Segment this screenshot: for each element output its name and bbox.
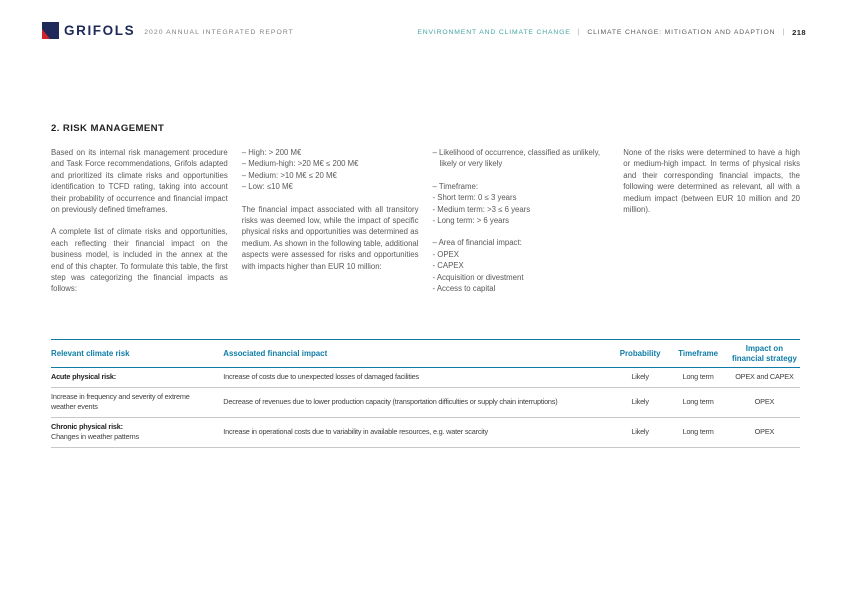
list-title: – Area of financial impact: xyxy=(432,238,522,248)
paragraph: None of the risks were determined to have a high or medium-high impact. In terms of physical risks and their corresponding financial impacts, the following were determined as relevant, all with a medium impact (between EUR 10 million and 20 million). xyxy=(623,148,800,215)
breadcrumb-section: ENVIRONMENT AND CLIMATE CHANGE xyxy=(417,29,571,36)
breadcrumb xyxy=(417,28,806,37)
text-column-2 xyxy=(242,147,419,295)
cell-timeframe: Long term xyxy=(667,417,728,447)
text-column-3 xyxy=(433,147,610,295)
table-row xyxy=(51,368,800,388)
table-header-row xyxy=(51,340,800,368)
text-column-4 xyxy=(623,147,800,295)
section-title: 2. RISK MANAGEMENT xyxy=(51,123,165,134)
cell-climate-risk xyxy=(51,368,223,388)
cell-strategy: OPEX and CAPEX xyxy=(729,368,800,388)
timeframe-list xyxy=(433,181,610,227)
table-row xyxy=(51,417,800,447)
paragraph: – Likelihood of occurrence, classified as unlikely, likely or very likely xyxy=(432,148,601,169)
cell-probability: Likely xyxy=(613,387,668,417)
cell-probability: Likely xyxy=(613,417,668,447)
paragraph: Based on its internal risk management procedure and Task Force recommendations, Grifols adapted and prioritized its climate risks and opportunities identification to TCFD rating, taking into account their probability of occurrence and financial impact on previously defined timeframes. xyxy=(51,148,228,215)
climate-risk-table xyxy=(51,339,800,448)
cell-financial-impact: Increase in operational costs due to variability in available resources, e.g. water scarcity xyxy=(223,417,612,447)
list-item: – Medium-high: >20 M€ ≤ 200 M€ xyxy=(241,159,359,169)
table-header-timeframe: Timeframe xyxy=(667,340,728,368)
cell-financial-impact: Increase of costs due to unexpected losses of damaged facilities xyxy=(223,368,612,388)
list-item: – Low: ≤10 M€ xyxy=(241,182,293,192)
grifols-logo-icon xyxy=(42,22,59,39)
list-item: - Medium term: >3 ≤ 6 years xyxy=(432,204,531,214)
logo-wordmark: GRIFOLS xyxy=(64,23,136,38)
risk-description: Changes in weather patterns xyxy=(51,432,139,441)
page-number: 218 xyxy=(792,28,806,37)
table-header-associated-financial-impact: Associated financial impact xyxy=(223,340,612,368)
list-item: - CAPEX xyxy=(432,261,464,271)
risk-category-label: Chronic physical risk: xyxy=(51,421,123,431)
paragraph: The financial impact associated with all transitory risks was deemed low, while the impact of specific physical risks and opportunities was determined as medium. As shown in the following table, additional aspects were assessed for risks and opportunities with impacts higher than EUR 10 million: xyxy=(241,204,419,271)
breadcrumb-chapter: CLIMATE CHANGE: MITIGATION AND ADAPTION xyxy=(587,29,776,36)
cell-strategy: OPEX xyxy=(729,387,800,417)
body-columns xyxy=(51,147,800,295)
list-item: - Short term: 0 ≤ 3 years xyxy=(432,193,517,203)
table-row xyxy=(51,387,800,417)
financial-impact-area-list xyxy=(433,237,610,294)
list-item: – High: > 200 M€ xyxy=(241,148,302,157)
list-item: - Access to capital xyxy=(432,284,496,294)
breadcrumb-separator: | xyxy=(782,29,786,36)
cell-financial-impact: Decrease of revenues due to lower production capacity (transportation difficulties or supply chain interruptions) xyxy=(223,387,612,417)
table-header-impact-on-financial-strategy: Impact on financial strategy xyxy=(729,340,800,368)
risk-table-grid xyxy=(51,339,800,448)
text-column-1 xyxy=(51,147,228,295)
list-item: – Medium: >10 M€ ≤ 20 M€ xyxy=(241,170,337,180)
risk-description: Increase in frequency and severity of extreme weather events xyxy=(51,391,190,411)
table-header-relevant-climate-risk: Relevant climate risk xyxy=(51,340,223,368)
list-title: – Timeframe: xyxy=(432,181,478,191)
cell-climate-risk xyxy=(51,387,223,417)
report-title: 2020 ANNUAL INTEGRATED REPORT xyxy=(144,29,294,36)
impact-threshold-list xyxy=(242,147,419,193)
cell-climate-risk xyxy=(51,417,223,447)
list-item: - Acquisition or divestment xyxy=(432,272,524,282)
list-item: - OPEX xyxy=(432,249,459,259)
table-header-probability: Probability xyxy=(613,340,668,368)
list-item: - Long term: > 6 years xyxy=(432,216,509,226)
cell-timeframe: Long term xyxy=(667,368,728,388)
cell-strategy: OPEX xyxy=(729,417,800,447)
page-header xyxy=(42,22,806,39)
paragraph: A complete list of climate risks and opportunities, each reflecting their financial impact on the business model, is included in the annex at the end of this chapter. To formulate this table, the first step was categorizing the financial impacts as follows: xyxy=(51,227,228,294)
breadcrumb-separator: | xyxy=(577,29,581,36)
cell-timeframe: Long term xyxy=(667,387,728,417)
grifols-logo xyxy=(42,22,135,39)
cell-probability: Likely xyxy=(613,368,668,388)
risk-category-label: Acute physical risk: xyxy=(51,372,116,381)
